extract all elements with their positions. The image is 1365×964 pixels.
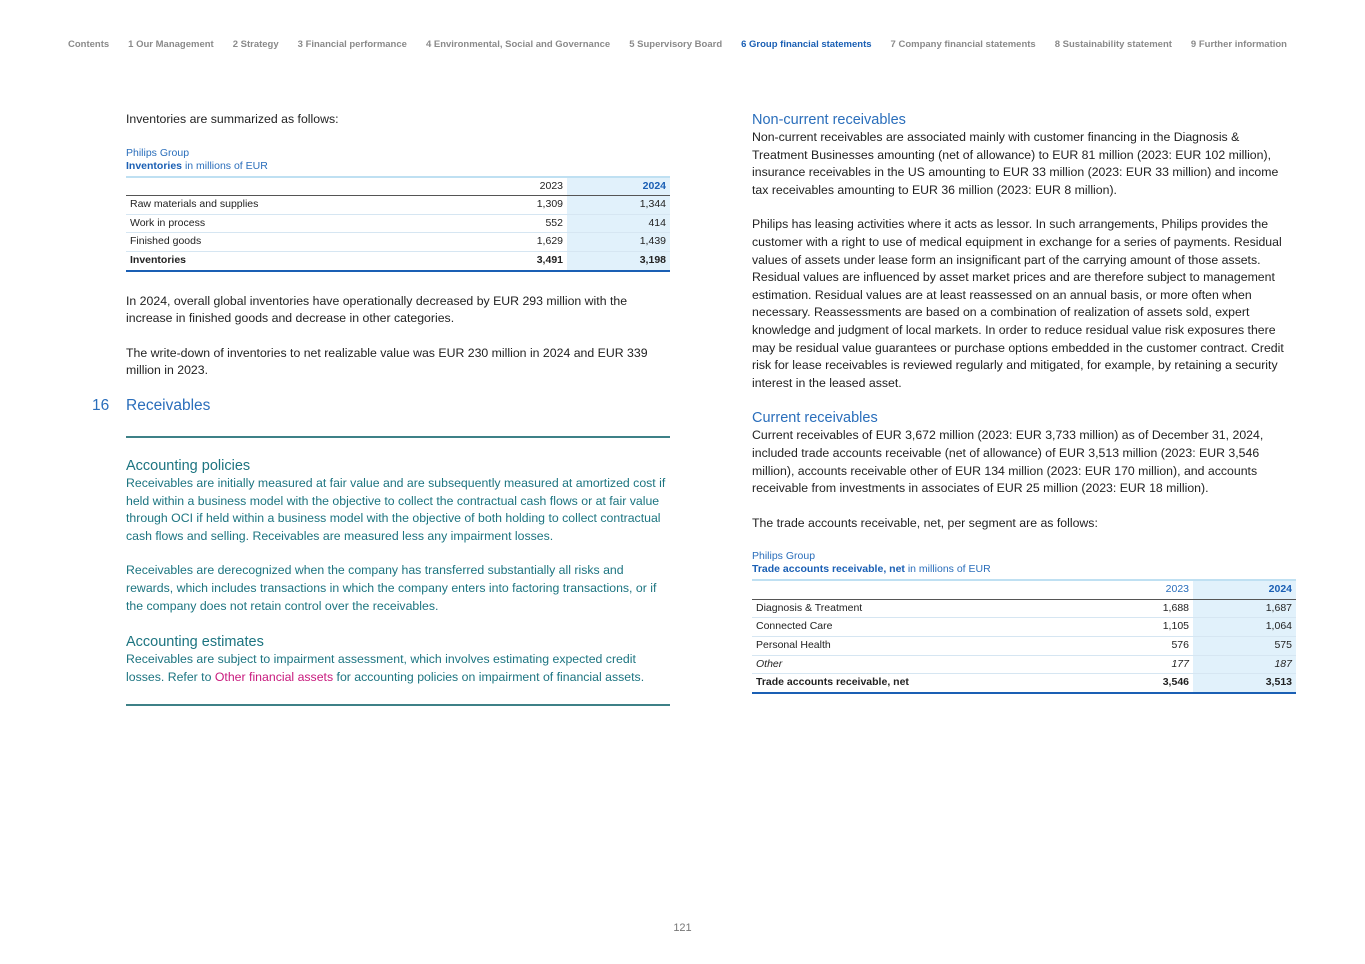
paragraph: Current receivables of EUR 3,672 million (2023: EUR 3,733 million) as of December 31, 2024, included trade accounts receivable (net of allowance) of EUR 3,513 million (2023: EUR 3,546 million), accounts receivable other of EUR 134 million (2023: EUR 170 million), and accounts receivable from investments in associates of EUR 25 million (2023: EUR 18 million).	[752, 428, 1264, 496]
nav-our-management[interactable]: 1 Our Management	[128, 39, 214, 50]
paragraph: The write-down of inventories to net realizable value was EUR 230 million in 2024 and EUR 339 million in 2023.	[126, 345, 648, 378]
page-number: 121	[673, 922, 692, 934]
paragraph: Philips has leasing activities where it acts as lessor. In such arrangements, Philips provides the customer with a right to use of medical equipment in exchange for a series of payments. Residual values of assets under lease form an insignificant part of the carrying amount of those assets. Residual values are influenced by asset market prices and are therefore subject to management estimation. Residual values are at least reassessed on an annual basis, or more often when necessary. Reassessments are based on a combination of realization of assets sold, expert knowledge and judgment of local markets. In order to reduce residual value risk exposures there may be residual value guarantees or purchase options embedded in the customer contract. Credit risk for lease receivables is reviewed regularly and mitigated, for example, by retaining a security interest in the leased asset.	[752, 217, 1284, 390]
right-column	[752, 111, 1296, 694]
accounting-box	[126, 457, 670, 686]
nav-company-financial-statements[interactable]: 7 Company financial statements	[890, 39, 1036, 50]
table-row: Finished goods 1,629 1,439	[126, 233, 670, 252]
nav-sustainability-statement[interactable]: 8 Sustainability statement	[1054, 39, 1172, 50]
table-title: Trade accounts receivable, net in millions of EUR	[752, 563, 991, 576]
paragraph: In 2024, overall global inventories have operationally decreased by EUR 293 million with the increase in finished goods and decrease in other categories.	[126, 293, 628, 326]
nav-financial-performance[interactable]: 3 Financial performance	[297, 39, 407, 50]
paragraph: Receivables are derecognized when the company has transferred substantially all risks and rewards, which includes transactions in which the company enters into factoring transactions, or if the company does not retain control over the receivables.	[126, 563, 657, 613]
table-group-label: Philips Group	[126, 146, 190, 159]
section-heading: 16 Receivables	[92, 397, 211, 414]
nav-esg[interactable]: 4 Environmental, Social and Governance	[425, 39, 611, 50]
left-column	[126, 111, 670, 380]
accounting-estimates-heading: Accounting estimates	[126, 634, 264, 651]
paragraph: Receivables are initially measured at fair value and are subsequently measured at amortized cost if held within a business model with the objective to collect the contractual cash flows or at fair value through OCI if held within a business model with the objective of both holding to collect contractual cash flows and selling. Receivables are measured less any impairment losses.	[126, 476, 666, 543]
nav-supervisory-board[interactable]: 5 Supervisory Board	[629, 39, 723, 50]
nav-strategy[interactable]: 2 Strategy	[232, 39, 279, 50]
table-row: Connected Care 1,105 1,064	[752, 618, 1296, 637]
table-row: Diagnosis & Treatment 1,688 1,687	[752, 599, 1296, 618]
table-title: Inventories in millions of EUR	[126, 159, 268, 172]
non-current-receivables-heading: Non-current receivables	[752, 112, 906, 128]
table-header-row: 2023 2024	[126, 177, 670, 196]
table-group-label: Philips Group	[752, 550, 816, 563]
table-row: Personal Health 576 575	[752, 637, 1296, 656]
paragraph: Non-current receivables are associated mainly with customer financing in the Diagnosis & Treatment Businesses amounting (net of allowance) to EUR 81 million (2023: EUR 102 million), insurance receivables in the US amounting to EUR 33 million (2023: EUR 33 million) and income tax receivables amounting to EUR 36 million (2023: EUR 8 million).	[752, 130, 1279, 197]
nav-further-information[interactable]: 9 Further information	[1190, 39, 1287, 50]
table-header-row: 2023 2024	[752, 580, 1296, 599]
paragraph: Receivables are subject to impairment assessment, which involves estimating expected credit losses. Refer to Other financial assets for accounting policies on impairment of financial assets.	[126, 652, 645, 684]
accounting-policies-heading: Accounting policies	[126, 458, 251, 474]
paragraph: The trade accounts receivable, net, per segment are as follows:	[752, 515, 1098, 530]
current-receivables-heading: Current receivables	[752, 410, 878, 427]
table-total-row: Trade accounts receivable, net 3,546 3,513	[752, 674, 1296, 693]
nav-contents[interactable]: Contents	[68, 39, 110, 50]
top-navigation	[68, 39, 1306, 50]
divider	[126, 704, 670, 706]
trade-receivables-table	[752, 579, 1296, 694]
table-row: Raw materials and supplies 1,309 1,344	[126, 196, 670, 215]
table-row: Other 177 187	[752, 655, 1296, 674]
divider	[126, 436, 670, 438]
inventories-intro: Inventories are summarized as follows:	[126, 112, 339, 126]
nav-group-financial-statements[interactable]: 6 Group financial statements	[741, 39, 872, 50]
table-row: Work in process 552 414	[126, 214, 670, 233]
other-financial-assets-link[interactable]: Other financial assets	[214, 669, 334, 684]
inventories-table	[126, 176, 670, 272]
table-total-row: Inventories 3,491 3,198	[126, 251, 670, 270]
